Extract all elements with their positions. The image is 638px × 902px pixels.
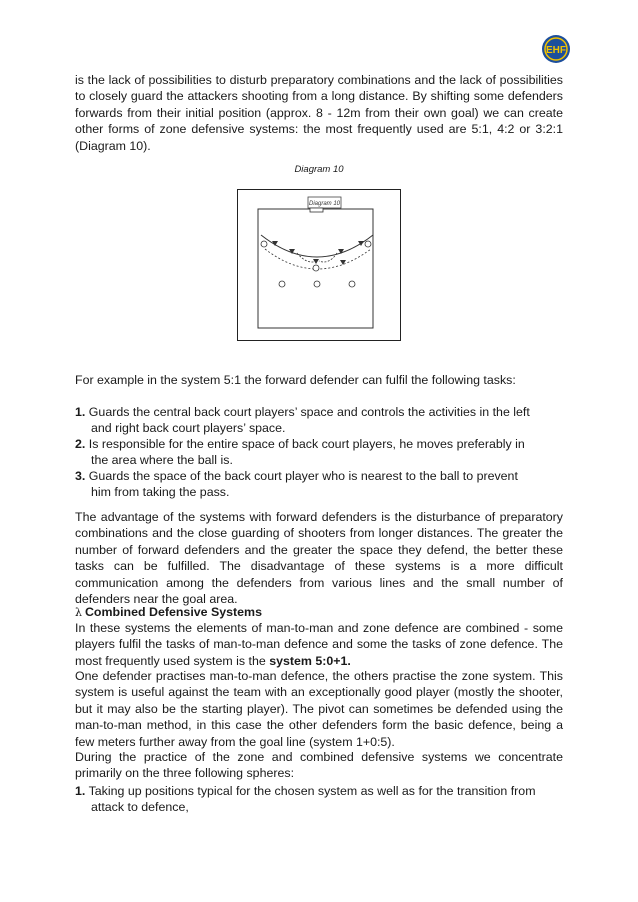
task-2-line2: the area where the ball is. [91, 453, 233, 467]
intro-paragraph: is the lack of possibilities to disturb preparatory combinations and the lack of possibilities to closely guard the attackers shooting from a long distance. By shifting some defenders forwards from their initial position (approx. 8 - 12m from their own goal) we can create other forms of zone defensive systems: the most frequently used are 5:1, 4:2 or 3:2:1 (Diagram 10). [75, 73, 563, 153]
section-heading [75, 604, 262, 621]
attacker-marker [313, 265, 319, 271]
section-title: Combined Defensive Systems [84, 605, 262, 619]
diagram-caption: Diagram 10 [294, 164, 344, 175]
combined-paragraph-3: During the practice of the zone and combined defensive systems we concentrate primarily on the three following spheres: [75, 750, 563, 781]
attacker-marker [349, 281, 355, 287]
attacker-marker [261, 241, 267, 247]
goal [310, 208, 323, 212]
logo-text: EHF [546, 45, 566, 56]
attacker-marker [365, 241, 371, 247]
attacker-marker [314, 281, 320, 287]
task-3-line2: him from taking the pass. [91, 485, 230, 499]
sphere-1-line2: attack to defence, [91, 800, 189, 814]
advantage-paragraph: The advantage of the systems with forward defenders is the disturbance of preparatory combinations and the close guarding of shooters from longer distances. The greater the number of forward defenders and the greater the space they defend, the better these tasks can be fulfilled. The disadvantage of these systems is a more difficult communication among the defenders from various lines and the small number of defenders near the goal area. [75, 510, 563, 607]
bullet-symbol: λ [75, 606, 82, 619]
task-2-line1: 2. Is responsible for the entire space of back court players, he moves preferably in [75, 437, 525, 451]
sphere-1-line1: 1. Taking up positions typical for the chosen system as well as for the transition from [75, 784, 536, 798]
diagram-figure [237, 189, 401, 341]
inner-label: Diagram 10 [308, 201, 341, 207]
task-1-line2: and right back court players’ space. [91, 421, 286, 435]
attacker-marker [279, 281, 285, 287]
task-3-line1: 3. Guards the space of the back court player who is nearest to the ball to prevent [75, 469, 518, 483]
ehf-logo [541, 34, 571, 64]
combined-paragraph-1: In these systems the elements of man-to-man and zone defence are combined - some players fulfil the tasks of man-to-man defence and some the tasks of zone defence. The most frequently used system is the system 5:0+1. [75, 621, 563, 668]
combined-paragraph-2: One defender practises man-to-man defence, the others practise the zone system. This system is useful against the team with an exceptionally good player (mostly the shooter, but it may also be the starting player). The pivot can sometimes be defended using the man-to-man method, in this case the other defenders form the basic defence, being a few meters further away from the goal line (system 1+0:5). [75, 669, 563, 749]
example-intro: For example in the system 5:1 the forward defender can fulfil the following tasks: [75, 373, 516, 387]
task-1-line1: 1. Guards the central back court players’ space and controls the activities in the left [75, 405, 530, 419]
